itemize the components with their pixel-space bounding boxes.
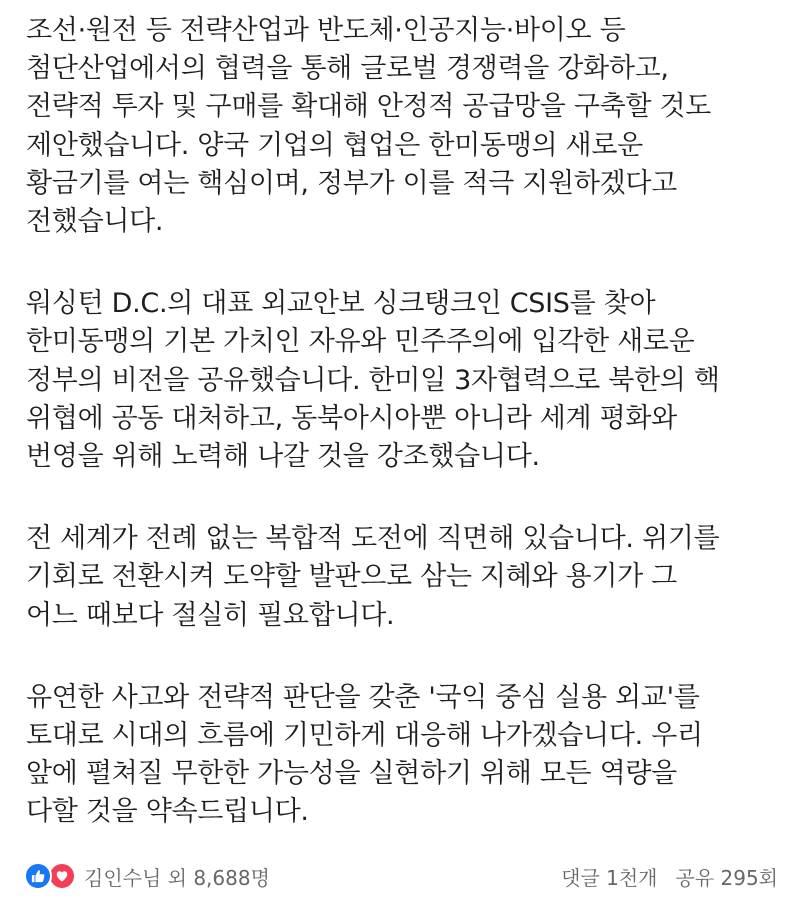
reaction-icons (24, 862, 76, 890)
post-line: 워싱턴 D.C.의 대표 외교안보 싱크탱크인 CSIS를 찾아 (26, 288, 656, 320)
post-line: 번영을 위해 노력해 나갈 것을 강조했습니다. (26, 441, 540, 473)
post-line: 전략적 투자 및 구매를 확대해 안정적 공급망을 구축할 것도 (26, 91, 712, 123)
post-stats (561, 862, 778, 891)
post-line: 위협에 공동 대처하고, 동북아시아뿐 아니라 세계 평화와 (26, 402, 677, 434)
post-paragraph (26, 285, 786, 476)
post-line: 조선·원전 등 전략산업과 반도체·인공지능·바이오 등 (26, 15, 626, 46)
post-footer (0, 846, 800, 906)
like-icon (24, 862, 52, 890)
post-line: 황금기를 여는 핵심이며, 정부가 이를 적극 지원하겠다고 (26, 167, 677, 199)
post-line: 한미동맹의 기본 가치인 자유와 민주주의에 입각한 새로운 (26, 326, 695, 358)
post-line: 전했습니다. (26, 206, 164, 238)
reaction-count[interactable]: 김인수님 외 8,688명 (84, 865, 270, 890)
post-line: 첨단산업에서의 협력을 통해 글로벌 경쟁력을 강화하고, (26, 53, 669, 85)
post-line: 제안했습니다. 양국 기업의 협업은 한미동맹의 새로운 (26, 129, 643, 161)
post-line: 전 세계가 전례 없는 복합적 도전에 직면해 있습니다. 위기를 (26, 523, 720, 555)
post-paragraph (26, 679, 786, 832)
post-paragraph (26, 520, 786, 635)
post-paragraph (26, 12, 786, 241)
post-line: 기회로 전환시켜 도약할 발판으로 삼는 지혜와 용기가 그 (26, 561, 677, 593)
share-count[interactable]: 공유 295회 (675, 865, 778, 890)
post-line: 어느 때보다 절실히 필요합니다. (26, 599, 395, 631)
reactions-summary[interactable] (24, 862, 270, 891)
post-line: 다할 것을 약속드립니다. (26, 796, 309, 828)
post-line: 토대로 시대의 흐름에 기민하게 대응해 나가겠습니다. 우리 (26, 720, 703, 752)
post-line: 앞에 펼쳐질 무한한 가능성을 실현하기 위해 모든 역량을 (26, 758, 677, 790)
comment-count[interactable]: 댓글 1천개 (561, 865, 658, 890)
love-icon (48, 862, 76, 890)
post-line: 유연한 사고와 전략적 판단을 갖춘 '국익 중심 실용 외교'를 (26, 681, 700, 713)
post-line: 정부의 비전을 공유했습니다. 한미일 3자협력으로 북한의 핵 (26, 364, 720, 396)
post-body (26, 12, 786, 876)
